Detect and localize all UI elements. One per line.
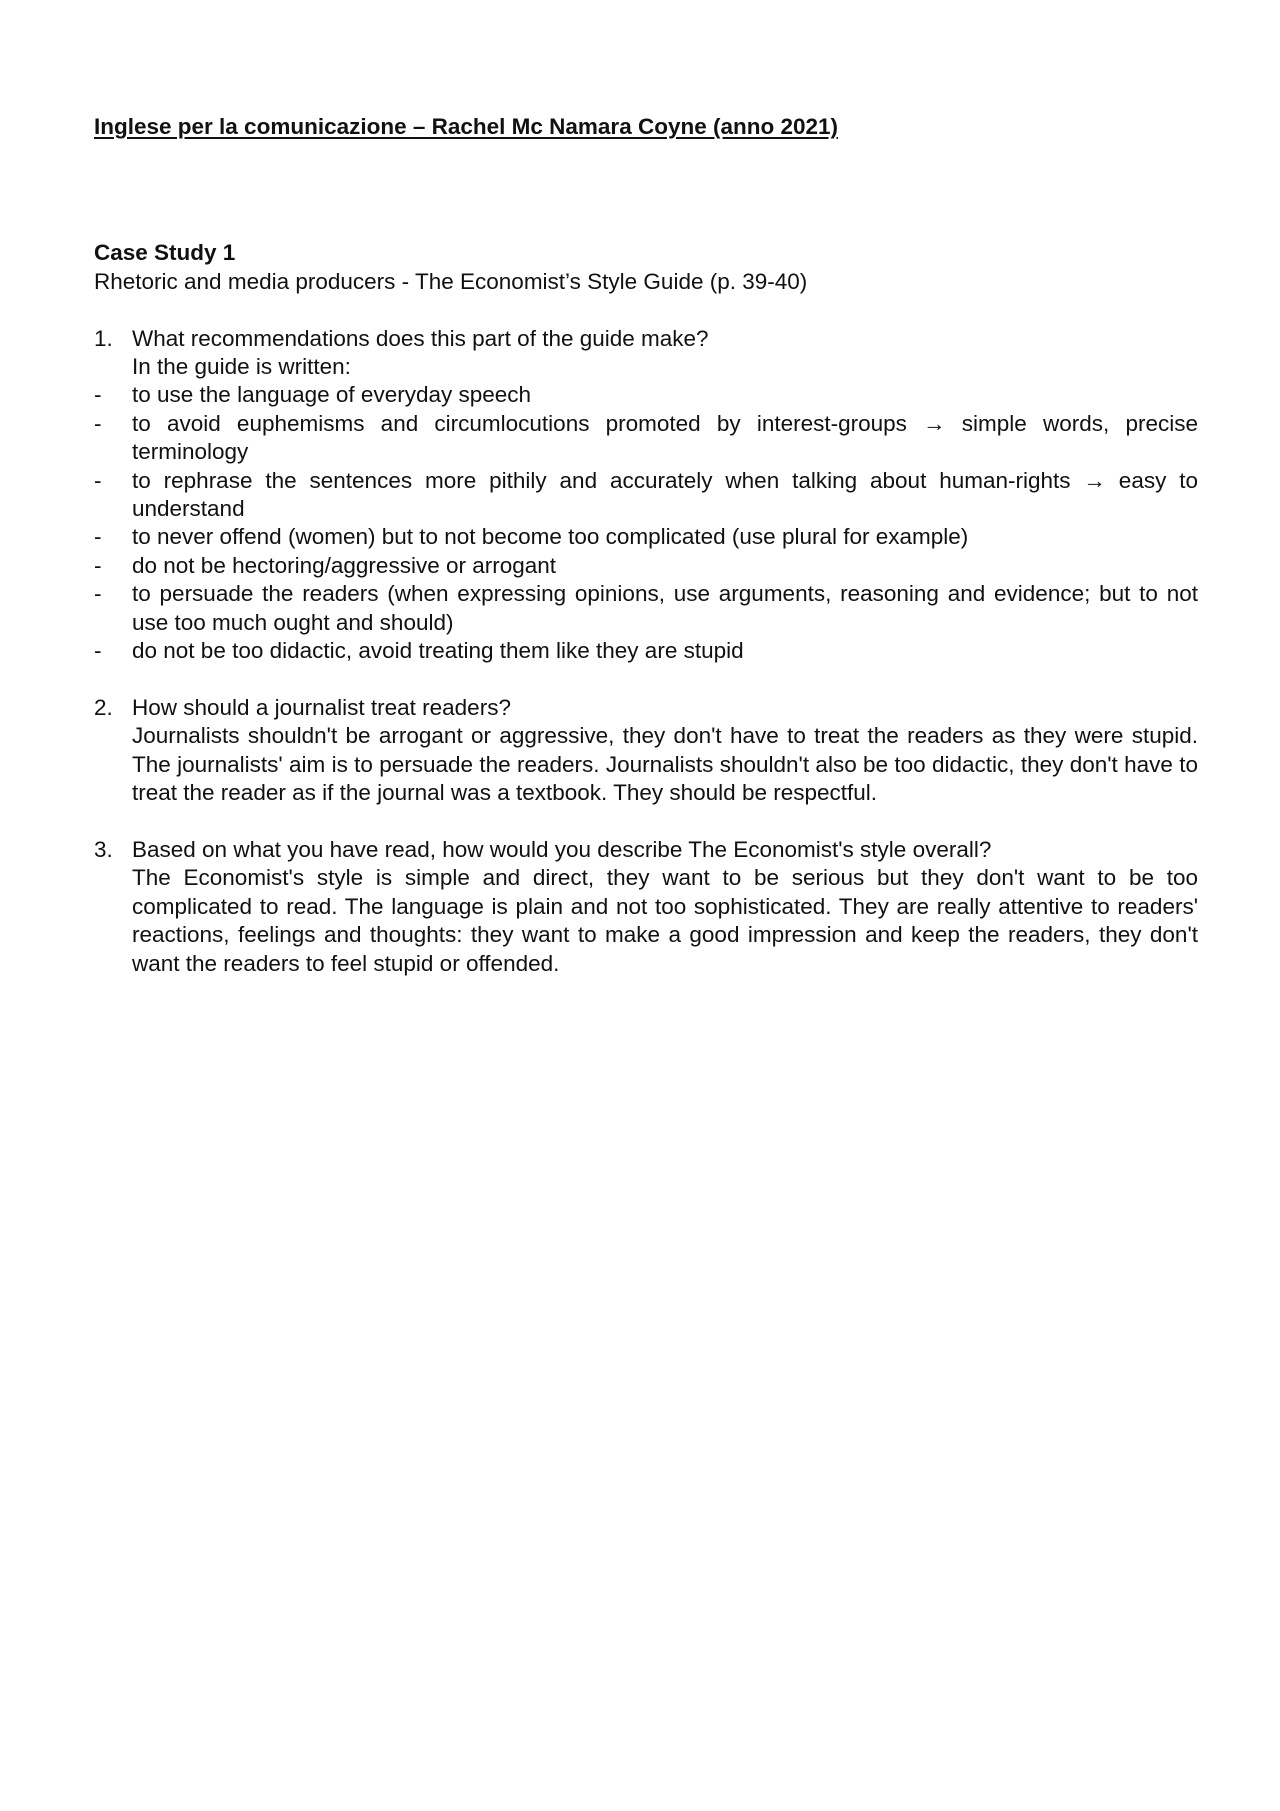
list-item (94, 580, 1198, 637)
list-item (94, 523, 1198, 551)
bullet-dash: - (94, 382, 102, 408)
bullet-dash: - (94, 581, 102, 607)
list-item-text: to never offend (women) but to not become too complicated (use plural for example) (132, 524, 969, 550)
bullet-dash: - (94, 410, 102, 436)
bullet-dash: - (94, 524, 102, 550)
question-2 (94, 694, 1198, 808)
list-item (94, 637, 1198, 665)
list-item (94, 467, 1198, 524)
list-item-text: do not be hectoring/aggressive or arrogant (132, 552, 557, 578)
document-title: Inglese per la comunicazione – Rachel Mc Namara Coyne (anno 2021) (94, 114, 839, 139)
answer-text: The Economist's style is simple and direct, they want to be serious but they don't want to be too complicated to read. The language is plain and not too sophisticated. They are really attentive to readers' reactions, feelings and thoughts: they want to make a good impression and keep the readers, they don't want the readers to feel stupid or offended. (132, 865, 1198, 976)
list-item-text: do not be too didactic, avoid treating them like they are stupid (132, 638, 744, 664)
question-text: Based on what you have read, how would you describe The Economist's style overall? (132, 836, 992, 862)
question-number: 3. (94, 836, 113, 862)
question-3 (94, 836, 1198, 978)
question-number: 2. (94, 694, 113, 720)
list-item-text: to use the language of everyday speech (132, 382, 532, 408)
list-item (94, 552, 1198, 580)
recommendation-list (94, 381, 1198, 665)
list-item-text: to avoid euphemisms and circumlocutions promoted by interest-groups → simple words, precise terminology (132, 410, 1198, 465)
list-item-text: to persuade the readers (when expressing opinions, use arguments, reasoning and evidence; but to not use too much ought and should) (132, 581, 1198, 635)
bullet-dash: - (94, 552, 102, 578)
document-content (94, 113, 1198, 978)
case-study-title: Case Study 1 (94, 240, 236, 266)
answer-intro: In the guide is written: (132, 354, 351, 380)
list-item-text: to rephrase the sentences more pithily and accurately when talking about human-rights → easy to understand (132, 467, 1198, 522)
question-number: 1. (94, 325, 113, 351)
bullet-dash: - (94, 467, 102, 493)
case-study-subtitle: Rhetoric and media producers - The Economist’s Style Guide (p. 39-40) (94, 268, 808, 294)
question-text: What recommendations does this part of the guide make? (132, 325, 709, 351)
list-item (94, 410, 1198, 467)
bullet-dash: - (94, 638, 102, 664)
question-1 (94, 325, 1198, 666)
list-item (94, 381, 1198, 409)
answer-text: Journalists shouldn't be arrogant or aggressive, they don't have to treat the readers as they were stupid. The journalists' aim is to persuade the readers. Journalists shouldn't also be too didactic, they don't have to treat the reader as if the journal was a textbook. They should be respectful. (132, 723, 1198, 806)
question-text: How should a journalist treat readers? (132, 694, 511, 720)
